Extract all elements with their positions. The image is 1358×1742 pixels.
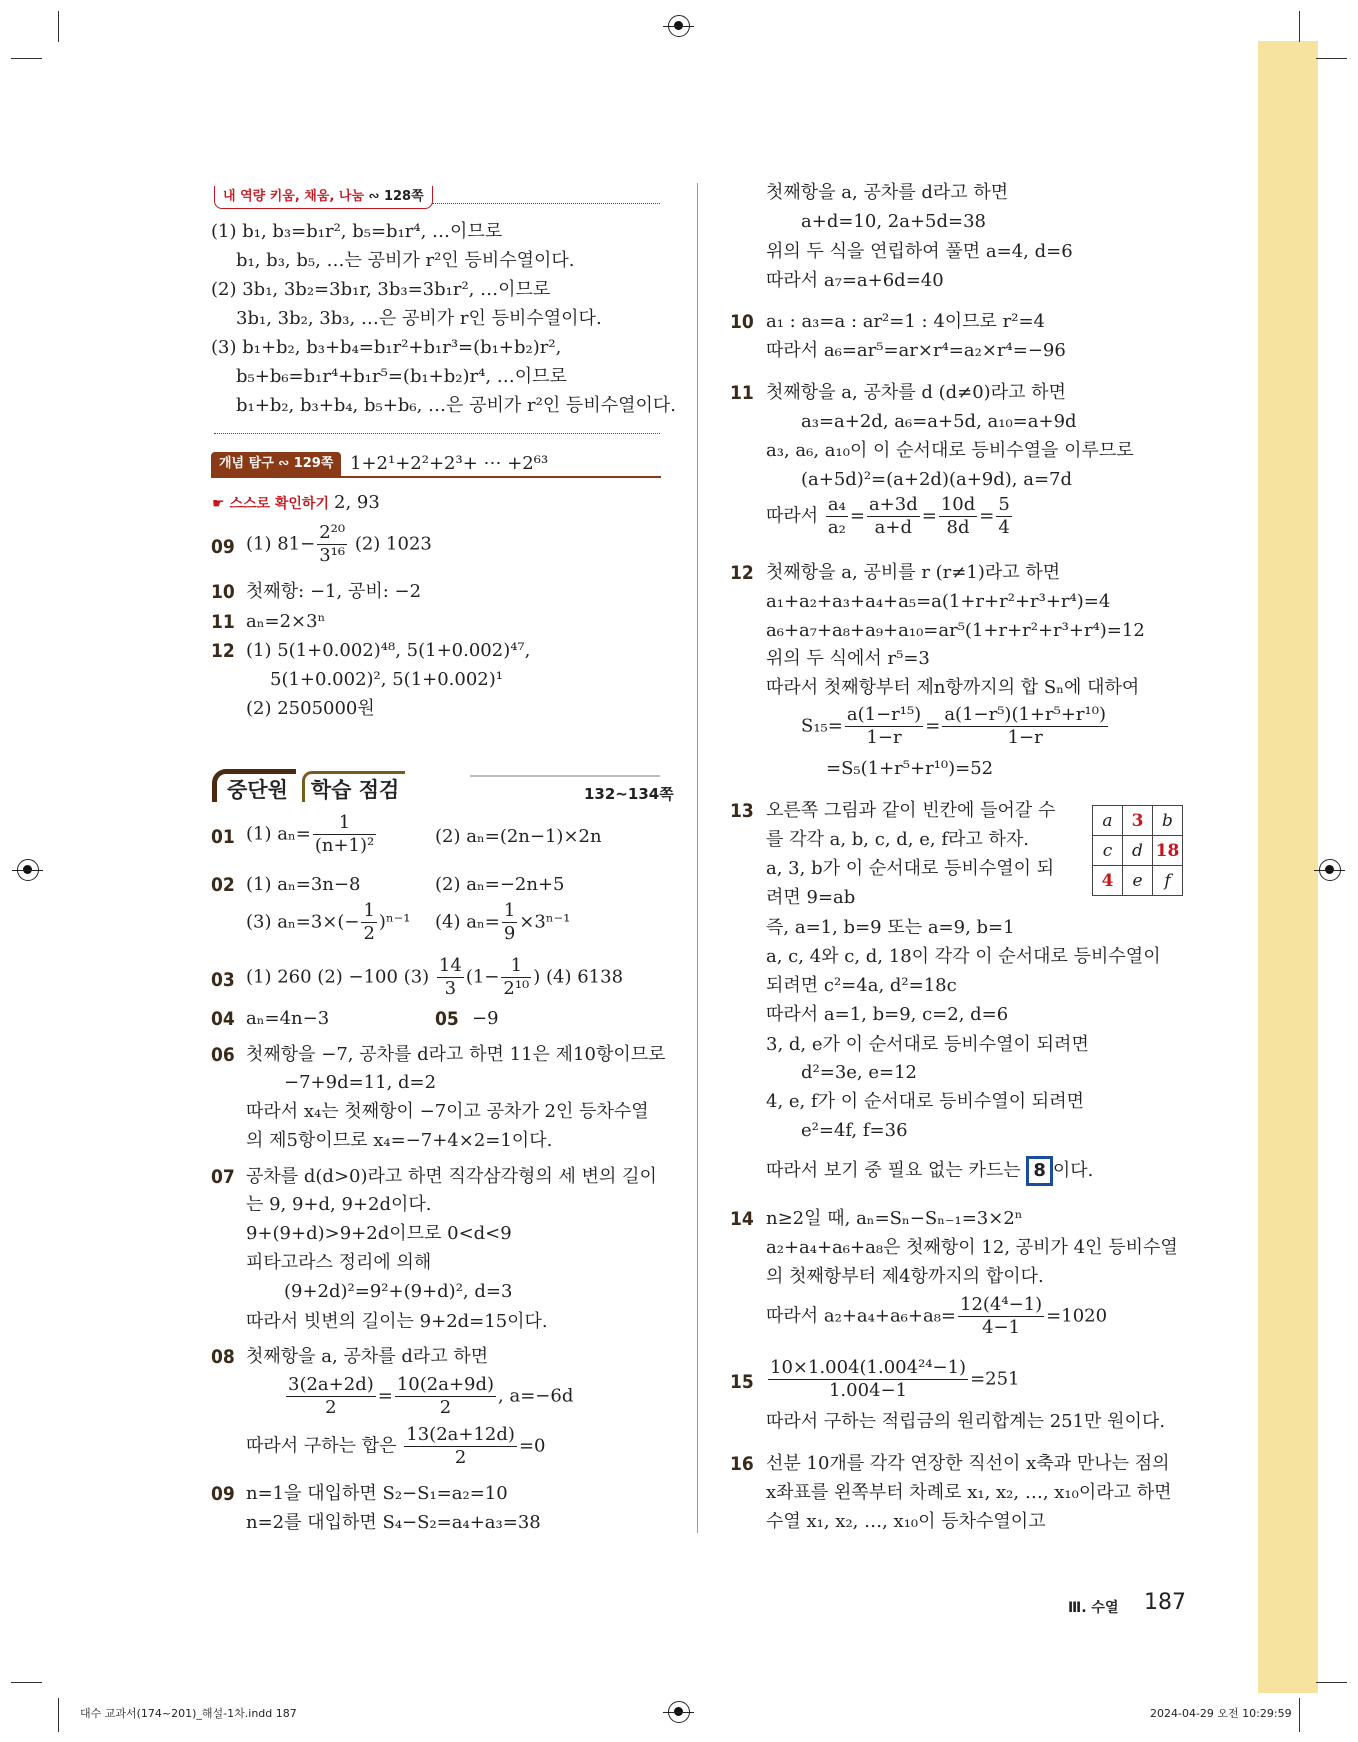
- math-text: =: [849, 505, 865, 527]
- numerator: a(1−r⁵)(1+r⁵+r¹⁰): [944, 704, 1106, 725]
- hand-icon: ☛: [212, 496, 225, 512]
- denominator: 2: [363, 923, 375, 944]
- column-divider: [697, 183, 698, 1533]
- math-text: a₁ : a₃=a : ar²=1 : 4이므로 r²=4: [766, 311, 1046, 332]
- math-text: 위의 두 식을 연립하여 풀면 a=4, d=6: [766, 241, 1073, 262]
- crop-mark: [11, 58, 42, 59]
- math-text: 첫째항을 a, 공비를 r (r≠1)라고 하면: [766, 562, 1061, 583]
- math-text: )ⁿ⁻¹: [378, 911, 411, 933]
- crop-mark: [1299, 1698, 1300, 1732]
- math-text: n=2를 대입하면 S₄−S₂=a₄+a₃=38: [246, 1512, 541, 1533]
- answer-03: [246, 955, 623, 1000]
- math-text: 공차를 d(d>0)라고 하면 직각삼각형의 세 변의 길이: [246, 1166, 657, 1187]
- math-text: 9+(9+d)>9+2d이므로 0<d<9: [246, 1223, 512, 1244]
- math-text: 따라서 첫째항부터 제n항까지의 합 Sₙ에 대하여: [766, 677, 1140, 698]
- capability-line: [236, 249, 575, 273]
- answer-09: [246, 1511, 541, 1535]
- file-slug: 대수 교과서(174~201)_해설-1차.indd 187: [80, 1707, 297, 1720]
- math-text: 려면 9=ab: [766, 887, 856, 908]
- answer-06: [246, 1043, 666, 1067]
- math-text: d²=3e, e=12: [801, 1062, 918, 1083]
- problem-number: 06: [211, 1044, 235, 1066]
- numerator: 10(2a+9d): [396, 1374, 495, 1395]
- answer-07: [246, 1222, 512, 1246]
- answer-15: [766, 1357, 1020, 1402]
- answer-13: [766, 1156, 1093, 1186]
- concept-underline: [211, 476, 661, 478]
- denominator: 2: [439, 1397, 452, 1418]
- crop-mark: [11, 1682, 42, 1683]
- answer-13: [766, 974, 957, 998]
- answer-11: [766, 439, 1134, 463]
- math-text: (9+2d)²=9²+(9+d)², d=3: [284, 1281, 513, 1302]
- fraction: [502, 900, 517, 945]
- denominator: a₂: [827, 517, 846, 538]
- answer-07: [246, 1310, 548, 1334]
- answer-10: [766, 310, 1045, 334]
- answer-12: [826, 757, 993, 781]
- math-text: x좌표를 왼쪽부터 차례로 x₁, x₂, …, x₁₀이라고 하면: [766, 1482, 1172, 1503]
- answer-line: [801, 210, 986, 234]
- answer-02: [435, 873, 564, 897]
- problem-number: 09: [211, 1483, 235, 1505]
- answer-15: [766, 1410, 1165, 1434]
- grid-cell: 18: [1153, 836, 1183, 866]
- fraction: [286, 1374, 376, 1419]
- unit-review-title: [212, 774, 405, 804]
- answer-14: [766, 1294, 1107, 1339]
- self-check-answer: [334, 491, 380, 515]
- math-text: =: [979, 505, 995, 527]
- fraction: [317, 522, 347, 567]
- math-text: 따라서 구하는 합은: [246, 1435, 403, 1457]
- fraction: [437, 955, 464, 1000]
- numerator: 14: [438, 955, 462, 976]
- unit-title-part: 학습 점검: [302, 771, 405, 802]
- math-text: S₁₅=: [801, 715, 843, 737]
- answer-09: [246, 522, 432, 567]
- numerator: 2²⁰: [319, 522, 346, 543]
- numerator: 10×1.004(1.004²⁴−1): [770, 1357, 967, 1378]
- math-text: 따라서 a₆=ar⁵=ar×r⁴=a₂×r⁴=−96: [766, 340, 1066, 361]
- math-text: a₆+a₇+a₈+a₉+a₁₀=ar⁵(1+r+r²+r³+r⁴)=12: [766, 620, 1145, 641]
- answer-07: [246, 1193, 432, 1217]
- answer-06: [246, 1129, 552, 1153]
- fraction: [404, 1424, 517, 1469]
- answer-01: [246, 812, 378, 857]
- header-rule: [470, 775, 660, 777]
- fraction: [996, 494, 1011, 539]
- math-text: 수열 x₁, x₂, …, x₁₀이 등차수열이고: [766, 1511, 1046, 1532]
- problem-number: 07: [211, 1166, 235, 1188]
- registration-mark-icon: [668, 1701, 690, 1723]
- math-text: 1+2¹+2²+2³+ ⋯ +2⁶³: [350, 453, 549, 474]
- math-text: (4) aₙ=: [435, 911, 500, 933]
- answer-12: [246, 697, 375, 721]
- grid-cell: a: [1093, 806, 1123, 836]
- answer-07: [246, 1165, 657, 1189]
- math-text: =1020: [1046, 1305, 1108, 1327]
- answer-13: [766, 945, 1161, 969]
- denominator: 3: [444, 978, 457, 999]
- answer-13: [766, 857, 1054, 881]
- answer-05: [472, 1007, 499, 1031]
- math-text: ×3ⁿ⁻¹: [519, 911, 571, 933]
- math-text: 피타고라스 정리에 의해: [246, 1252, 432, 1273]
- math-text: 되려면 c²=4a, d²=18c: [766, 975, 957, 996]
- answer-16: [766, 1510, 1046, 1534]
- denominator: 9: [503, 923, 516, 944]
- math-text: 5(1+0.002)², 5(1+0.002)¹: [270, 669, 503, 690]
- math-text: 따라서 구하는 적립금의 원리합계는 251만 원이다.: [766, 1411, 1166, 1432]
- answer-12: [246, 639, 530, 663]
- math-text: (2) aₙ=−2n+5: [435, 874, 565, 895]
- answer-02: [246, 900, 410, 945]
- math-text: 선분 10개를 각각 연장한 직선이 x축과 만나는 점의: [766, 1453, 1170, 1474]
- math-text: (1) 5(1+0.002)⁴⁸, 5(1+0.002)⁴⁷,: [246, 640, 531, 661]
- numerator: a+3d: [868, 494, 918, 515]
- answer-16: [766, 1452, 1169, 1476]
- unit-title-part: 중단원: [212, 769, 296, 802]
- denominator: (n+1)²: [314, 835, 375, 856]
- math-text: , a=−6d: [498, 1385, 574, 1407]
- math-text: 따라서 a₂+a₄+a₆+a₈=: [766, 1305, 957, 1327]
- math-text: −9: [472, 1008, 499, 1029]
- math-text: =: [377, 1385, 393, 1407]
- math-text: aₙ=4n−3: [246, 1008, 330, 1029]
- answer-12: [801, 704, 1110, 749]
- math-text: 위의 두 식에서 r⁵=3: [766, 648, 930, 669]
- answer-box: 8: [1026, 1156, 1053, 1186]
- math-text: 오른쪽 그림과 같이 빈칸에 들어갈 수: [766, 800, 1056, 821]
- math-text: (1−: [465, 966, 500, 988]
- answer-07: [284, 1280, 512, 1304]
- capability-line: [211, 336, 561, 360]
- answer-11: [801, 468, 1072, 492]
- crop-mark: [58, 1698, 59, 1732]
- math-text: a₁+a₂+a₃+a₄+a₅=a(1+r+r²+r³+r⁴)=4: [766, 591, 1111, 612]
- crop-mark: [1316, 1682, 1347, 1683]
- math-text: 첫째항을 a, 공차를 d (d≠0)라고 하면: [766, 382, 1066, 403]
- capability-line: [236, 307, 602, 331]
- answer-14: [766, 1265, 1044, 1289]
- answer-09: [246, 1482, 508, 1506]
- math-text: 를 각각 a, b, c, d, e, f라고 하자.: [766, 829, 1029, 850]
- math-text: 따라서 x₄는 첫째항이 −7이고 공차가 2인 등차수열: [246, 1101, 649, 1122]
- answer-13: [766, 799, 1055, 823]
- fraction: [501, 955, 531, 1000]
- math-text: −7+9d=11, d=2: [284, 1072, 437, 1093]
- answer-13: [766, 1033, 1089, 1057]
- math-text: b₅+b₆=b₁r⁴+b₁r⁵=(b₁+b₂)r⁴, …이므로: [236, 366, 567, 387]
- math-text: 2, 93: [334, 492, 380, 513]
- math-text: (3) b₁+b₂, b₃+b₄=b₁r²+b₁r³=(b₁+b₂)r²,: [211, 337, 562, 358]
- fraction: [826, 494, 848, 539]
- problem-number: 10: [211, 581, 235, 603]
- answer-12: [766, 647, 930, 671]
- math-text: b₁+b₂, b₃+b₄, b₅+b₆, …은 공비가 r²인 등비수열이다.: [236, 395, 676, 416]
- concept-expression: [350, 452, 548, 476]
- problem-number: 08: [211, 1346, 235, 1368]
- unit-pages: 132~134쪽: [584, 785, 674, 803]
- answer-14: [766, 1207, 1023, 1231]
- registration-mark-icon: [1319, 859, 1341, 881]
- problem-number: 11: [730, 382, 754, 404]
- math-text: =S₅(1+r⁵+r¹⁰)=52: [826, 758, 994, 779]
- capability-line: [211, 220, 502, 244]
- grid-cell: 3: [1123, 806, 1153, 836]
- math-text: =: [925, 715, 941, 737]
- math-text: a, c, 4와 c, d, 18이 각각 이 순서대로 등비수열이: [766, 946, 1161, 967]
- fraction: [395, 1374, 496, 1419]
- math-text: (1) aₙ=: [246, 823, 311, 845]
- dotted-border: [432, 203, 660, 204]
- answer-12: [766, 619, 1145, 643]
- answer-13: [766, 828, 1029, 852]
- grid-cell: f: [1153, 866, 1183, 896]
- problem-number: 14: [730, 1208, 754, 1230]
- numerator: 13(2a+12d): [406, 1424, 515, 1445]
- answer-02: [246, 873, 360, 897]
- answer-06: [246, 1100, 649, 1124]
- math-text: a, 3, b가 이 순서대로 등비수열이 되: [766, 858, 1055, 879]
- math-text: a₃, a₆, a₁₀이 이 순서대로 등비수열을 이루므로: [766, 440, 1134, 461]
- problem-number: 01: [211, 826, 235, 848]
- math-text: (3) aₙ=3×(−: [246, 911, 360, 933]
- answer-06: [284, 1071, 436, 1095]
- answer-12: [270, 668, 503, 692]
- answer-13: [766, 1090, 1084, 1114]
- fraction: [942, 704, 1108, 749]
- answer-12: [766, 676, 1139, 700]
- capability-line: [211, 278, 550, 302]
- problem-number: 11: [211, 611, 235, 633]
- side-color-bar: [1258, 41, 1318, 1693]
- math-text: =251: [970, 1368, 1020, 1390]
- numerator: 10d: [940, 494, 976, 515]
- denominator: 4: [998, 517, 1010, 538]
- answer-11: [801, 410, 1077, 434]
- crop-mark: [58, 11, 59, 42]
- numerator: 3(2a+2d): [288, 1374, 374, 1395]
- grid-cell: e: [1123, 866, 1153, 896]
- denominator: 4−1: [982, 1317, 1021, 1338]
- problem-number: 09: [211, 536, 235, 558]
- answer-13: [801, 1061, 917, 1085]
- answer-01: [435, 825, 602, 849]
- grid-cell: c: [1093, 836, 1123, 866]
- fraction: [313, 812, 376, 857]
- denominator: 2: [325, 1397, 337, 1418]
- problem-number: 15: [730, 1371, 754, 1393]
- self-check-text: 스스로 확인하기: [229, 496, 329, 512]
- crop-mark: [1299, 11, 1300, 42]
- math-text: 따라서 a₇=a+6d=40: [766, 270, 944, 291]
- math-text: =0: [518, 1435, 546, 1457]
- self-check-label: [212, 493, 329, 515]
- math-text: 의 제5항이므로 x₄=−7+4×2=1이다.: [246, 1130, 553, 1151]
- math-text: =: [921, 505, 937, 527]
- fraction: [939, 494, 977, 539]
- math-text: (1) 260 (2) −100 (3): [246, 966, 435, 988]
- problem-number: 04: [211, 1008, 235, 1030]
- denominator: a+d: [874, 517, 912, 538]
- math-text: a₃=a+2d, a₆=a+5d, a₁₀=a+9d: [801, 411, 1077, 432]
- answer-02: [435, 900, 570, 945]
- answer-line: [766, 181, 1008, 205]
- answer-13: [801, 1119, 908, 1143]
- denominator: 1−r: [1007, 727, 1043, 748]
- fraction: [845, 704, 923, 749]
- denominator: 3¹⁶: [319, 545, 346, 566]
- answer-line: [766, 240, 1073, 264]
- numerator: 1: [313, 812, 376, 835]
- registration-mark-icon: [668, 15, 690, 37]
- math-text: (1) aₙ=3n−8: [246, 874, 361, 895]
- denominator: 1.004−1: [828, 1380, 908, 1401]
- fraction: [958, 1294, 1044, 1339]
- problem-number: 12: [211, 640, 235, 662]
- fraction: [768, 1357, 968, 1402]
- numerator: 12(4⁴−1): [960, 1294, 1043, 1315]
- fraction: [867, 494, 920, 539]
- math-text: ) (4) 6138: [533, 966, 624, 988]
- math-text: aₙ=2×3ⁿ: [246, 611, 326, 632]
- dotted-border: [214, 433, 660, 434]
- answer-10: [246, 580, 421, 604]
- math-text: 따라서 빗변의 길이는 9+2d=15이다.: [246, 1311, 548, 1332]
- card-grid: [1092, 805, 1183, 896]
- answer-16: [766, 1481, 1172, 1505]
- answer-line: [766, 269, 944, 293]
- math-text: 이다.: [1052, 1160, 1094, 1181]
- math-text: (2) 2505000원: [246, 698, 375, 719]
- capability-line: [236, 394, 676, 418]
- answer-10: [766, 339, 1066, 363]
- numerator: 1: [503, 900, 516, 921]
- answer-04: [246, 1007, 329, 1031]
- answer-11: [766, 381, 1066, 405]
- numerator: a₄: [827, 494, 846, 515]
- grid-cell: d: [1123, 836, 1153, 866]
- print-date: 2024-04-29 오전 10:29:59: [1150, 1707, 1292, 1720]
- math-text: 4, e, f가 이 순서대로 등비수열이 되려면: [766, 1091, 1084, 1112]
- problem-number: 12: [730, 562, 754, 584]
- chapter-label: Ⅲ. 수열: [1068, 1600, 1119, 1616]
- math-text: 따라서: [766, 505, 824, 527]
- problem-number: 10: [730, 311, 754, 333]
- math-text: 즉, a=1, b=9 또는 a=9, b=1: [766, 917, 1015, 938]
- grid-cell: 4: [1093, 866, 1123, 896]
- numerator: 1: [501, 955, 531, 978]
- math-text: e²=4f, f=36: [801, 1120, 908, 1141]
- math-text: (1) b₁, b₃=b₁r², b₅=b₁r⁴, …이므로: [211, 221, 503, 242]
- math-text: 첫째항을 −7, 공차를 d라고 하면 11은 제10항이므로: [246, 1044, 666, 1065]
- denominator: 1−r: [866, 727, 902, 748]
- answer-08: [246, 1424, 545, 1469]
- answer-13: [766, 916, 1015, 940]
- answer-08: [246, 1345, 488, 1369]
- numerator: 1: [363, 900, 375, 921]
- math-text: 3, d, e가 이 순서대로 등비수열이 되려면: [766, 1034, 1089, 1055]
- math-text: 첫째항을 a, 공차를 d라고 하면: [766, 182, 1009, 203]
- denominator: 2: [454, 1447, 467, 1468]
- numerator: 5: [998, 494, 1010, 515]
- answer-08: [284, 1374, 573, 1419]
- math-text: a₂+a₄+a₆+a₈은 첫째항이 12, 공비가 4인 등비수열: [766, 1237, 1178, 1258]
- answer-13: [766, 1003, 1008, 1027]
- numerator: a(1−r¹⁵): [846, 704, 922, 725]
- math-text: 따라서 a=1, b=9, c=2, d=6: [766, 1004, 1009, 1025]
- answer-11: [246, 610, 325, 634]
- math-text: (2) 3b₁, 3b₂=3b₁r, 3b₃=3b₁r², …이므로: [211, 279, 551, 300]
- problem-number: 02: [211, 874, 235, 896]
- capability-line: [236, 365, 567, 389]
- denominator: 2¹⁰: [503, 978, 530, 999]
- math-text: 의 첫째항부터 제4항까지의 합이다.: [766, 1266, 1044, 1287]
- problem-number: 03: [211, 969, 235, 991]
- math-text: 따라서 보기 중 필요 없는 카드는: [766, 1160, 1027, 1181]
- concept-tag: 개념 탐구 ∾ 129쪽: [211, 452, 341, 476]
- answer-14: [766, 1236, 1178, 1260]
- answer-12: [766, 561, 1060, 585]
- capability-tag: [214, 186, 433, 209]
- denominator: 8d: [946, 517, 970, 538]
- math-text: 첫째항을 a, 공차를 d라고 하면: [246, 1346, 489, 1367]
- fraction: [361, 900, 376, 945]
- math-text: (2) aₙ=(2n−1)×2n: [435, 826, 602, 847]
- grid-cell: b: [1153, 806, 1183, 836]
- problem-number: 05: [435, 1008, 459, 1030]
- math-text: b₁, b₃, b₅, …는 공비가 r²인 등비수열이다.: [236, 250, 575, 271]
- problem-number: 16: [730, 1453, 754, 1475]
- math-text: 는 9, 9+d, 9+2d이다.: [246, 1194, 432, 1215]
- answer-07: [246, 1251, 431, 1275]
- answer-11: [766, 494, 1014, 539]
- math-text: a+d=10, 2a+5d=38: [801, 211, 986, 232]
- registration-mark-icon: [17, 859, 39, 881]
- answer-13: [766, 886, 855, 910]
- math-text: n≥2일 때, aₙ=Sₙ−Sₙ₋₁=3×2ⁿ: [766, 1208, 1023, 1229]
- math-text: (1) 81−: [246, 533, 316, 555]
- math-text: n=1을 대입하면 S₂−S₁=a₂=10: [246, 1483, 508, 1504]
- crop-mark: [1316, 58, 1347, 59]
- problem-number: 13: [730, 800, 754, 822]
- math-text: (a+5d)²=(a+2d)(a+9d), a=7d: [801, 469, 1073, 490]
- math-text: (2) 1023: [349, 533, 432, 555]
- page-number: 187: [1144, 1590, 1186, 1615]
- capability-page: ∾ 128쪽: [368, 189, 424, 204]
- math-text: 첫째항: −1, 공비: −2: [246, 581, 422, 602]
- answer-12: [766, 590, 1110, 614]
- math-text: 3b₁, 3b₂, 3b₃, …은 공비가 r인 등비수열이다.: [236, 308, 602, 329]
- capability-label: 내 역량 키움, 채움, 나눔: [223, 189, 365, 204]
